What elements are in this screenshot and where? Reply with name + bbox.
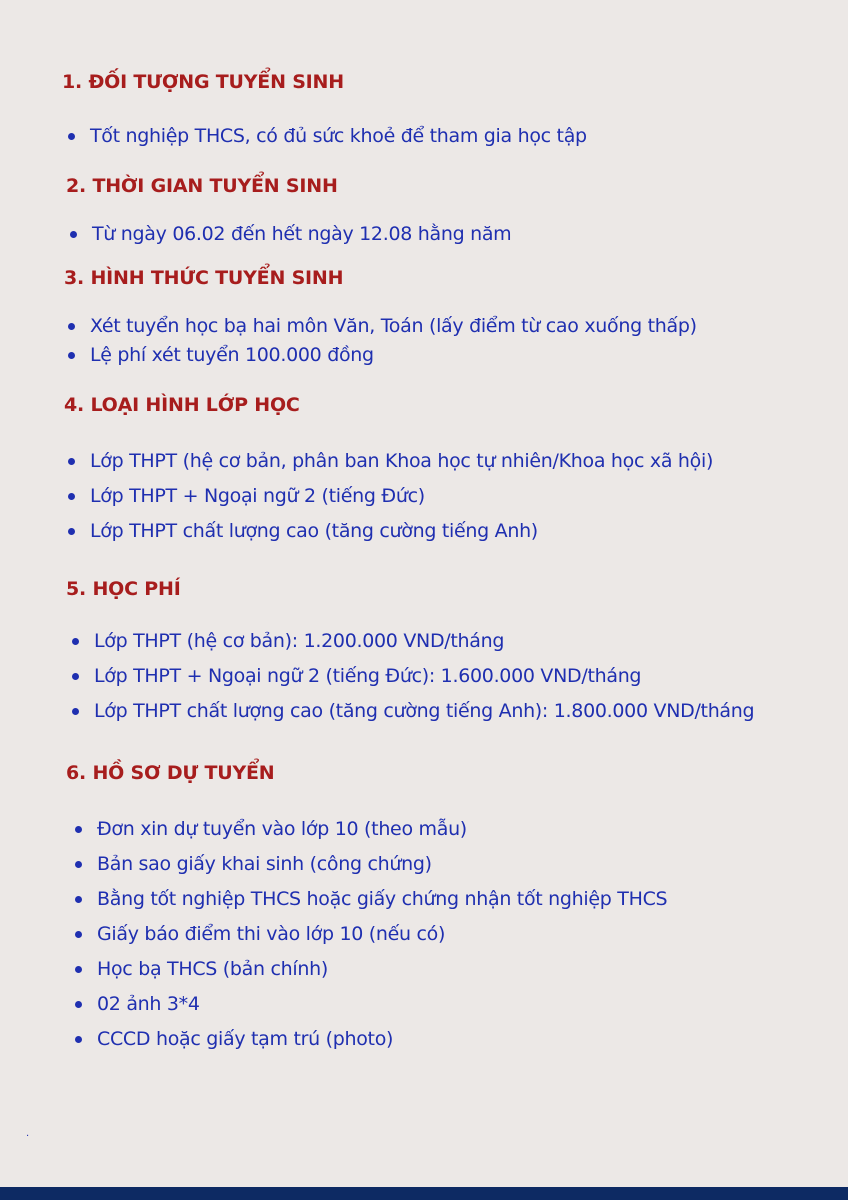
section-4-heading: 4. LOẠI HÌNH LỚP HỌC <box>64 394 300 416</box>
section-3-heading: 3. HÌNH THỨC TUYỂN SINH <box>64 267 344 289</box>
list-item: Đơn xin dự tuyển vào lớp 10 (theo mẫu) <box>73 817 667 841</box>
section-2-list <box>68 222 511 246</box>
section-6-heading: 6. HỒ SƠ DỰ TUYỂN <box>66 762 275 784</box>
list-item: Lớp THPT chất lượng cao (tăng cường tiếng Anh): 1.800.000 VND/tháng <box>70 699 754 723</box>
list-item: Lớp THPT + Ngoại ngữ 2 (tiếng Đức) <box>66 484 713 508</box>
list-item: Lớp THPT chất lượng cao (tăng cường tiếng Anh) <box>66 519 713 543</box>
list-item: Lớp THPT (hệ cơ bản): 1.200.000 VND/tháng <box>70 629 754 653</box>
list-item: CCCD hoặc giấy tạm trú (photo) <box>73 1027 667 1051</box>
list-item: Từ ngày 06.02 đến hết ngày 12.08 hằng năm <box>68 222 511 246</box>
list-item: Lệ phí xét tuyển 100.000 đồng <box>66 343 697 367</box>
bottom-bar <box>0 1187 848 1200</box>
list-item: Bằng tốt nghiệp THCS hoặc giấy chứng nhận tốt nghiệp THCS <box>73 887 667 911</box>
list-item: Học bạ THCS (bản chính) <box>73 957 667 981</box>
section-5-heading: 5. HỌC PHÍ <box>66 578 181 600</box>
list-item: Xét tuyển học bạ hai môn Văn, Toán (lấy điểm từ cao xuống thấp) <box>66 314 697 338</box>
section-6-list <box>73 817 667 1051</box>
section-1-list <box>66 124 587 148</box>
section-4-list <box>66 449 713 543</box>
section-3-list <box>66 314 697 367</box>
list-item: 02 ảnh 3*4 <box>73 992 667 1016</box>
section-1-heading: 1. ĐỐI TƯỢNG TUYỂN SINH <box>62 71 344 93</box>
list-item: Tốt nghiệp THCS, có đủ sức khoẻ để tham gia học tập <box>66 124 587 148</box>
list-item: Lớp THPT (hệ cơ bản, phân ban Khoa học tự nhiên/Khoa học xã hội) <box>66 449 713 473</box>
footer-mark: . <box>26 1128 30 1139</box>
list-item: Giấy báo điểm thi vào lớp 10 (nếu có) <box>73 922 667 946</box>
section-5-list <box>70 629 754 723</box>
list-item: Bản sao giấy khai sinh (công chứng) <box>73 852 667 876</box>
list-item: Lớp THPT + Ngoại ngữ 2 (tiếng Đức): 1.600.000 VND/tháng <box>70 664 754 688</box>
section-2-heading: 2. THỜI GIAN TUYỂN SINH <box>66 175 338 197</box>
